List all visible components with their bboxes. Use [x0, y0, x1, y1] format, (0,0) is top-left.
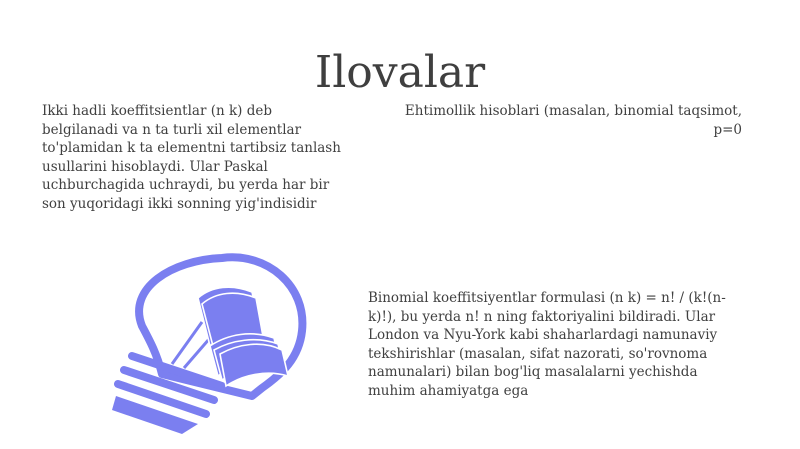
lightbulb-book-icon	[102, 246, 334, 436]
paragraph-formula: Binomial koeffitsiyentlar formulasi (n k) = n! / (k!(n-k)!), bu yerda n! n ning faktoriyalini bildiradi. Ular London va Nyu-York kabi shaharlardagi namunaviy tekshirishlar (masalan, sifat nazorati, so'rovnoma namunalari) bilan bog'liq masalalarni yechishda muhim ahamiyatga ega	[368, 290, 726, 399]
bulb-tip	[112, 396, 198, 434]
slide-title: Ilovalar	[314, 47, 486, 99]
paragraph-probability: Ehtimollik hisoblari (masalan, binomial taqsimot, p=0	[404, 103, 742, 138]
paragraph-definition: Ikki hadli koeffitsientlar (n k) deb belgilanadi va n ta turli xil elementlar to'plamidan k ta elementni tartibsiz tanlash usullarini hisoblaydi. Ular Paskal uchburchagida uchraydi, bu yerda har bir son yuqoridagi ikki sonning yig'indisidir	[42, 103, 341, 212]
